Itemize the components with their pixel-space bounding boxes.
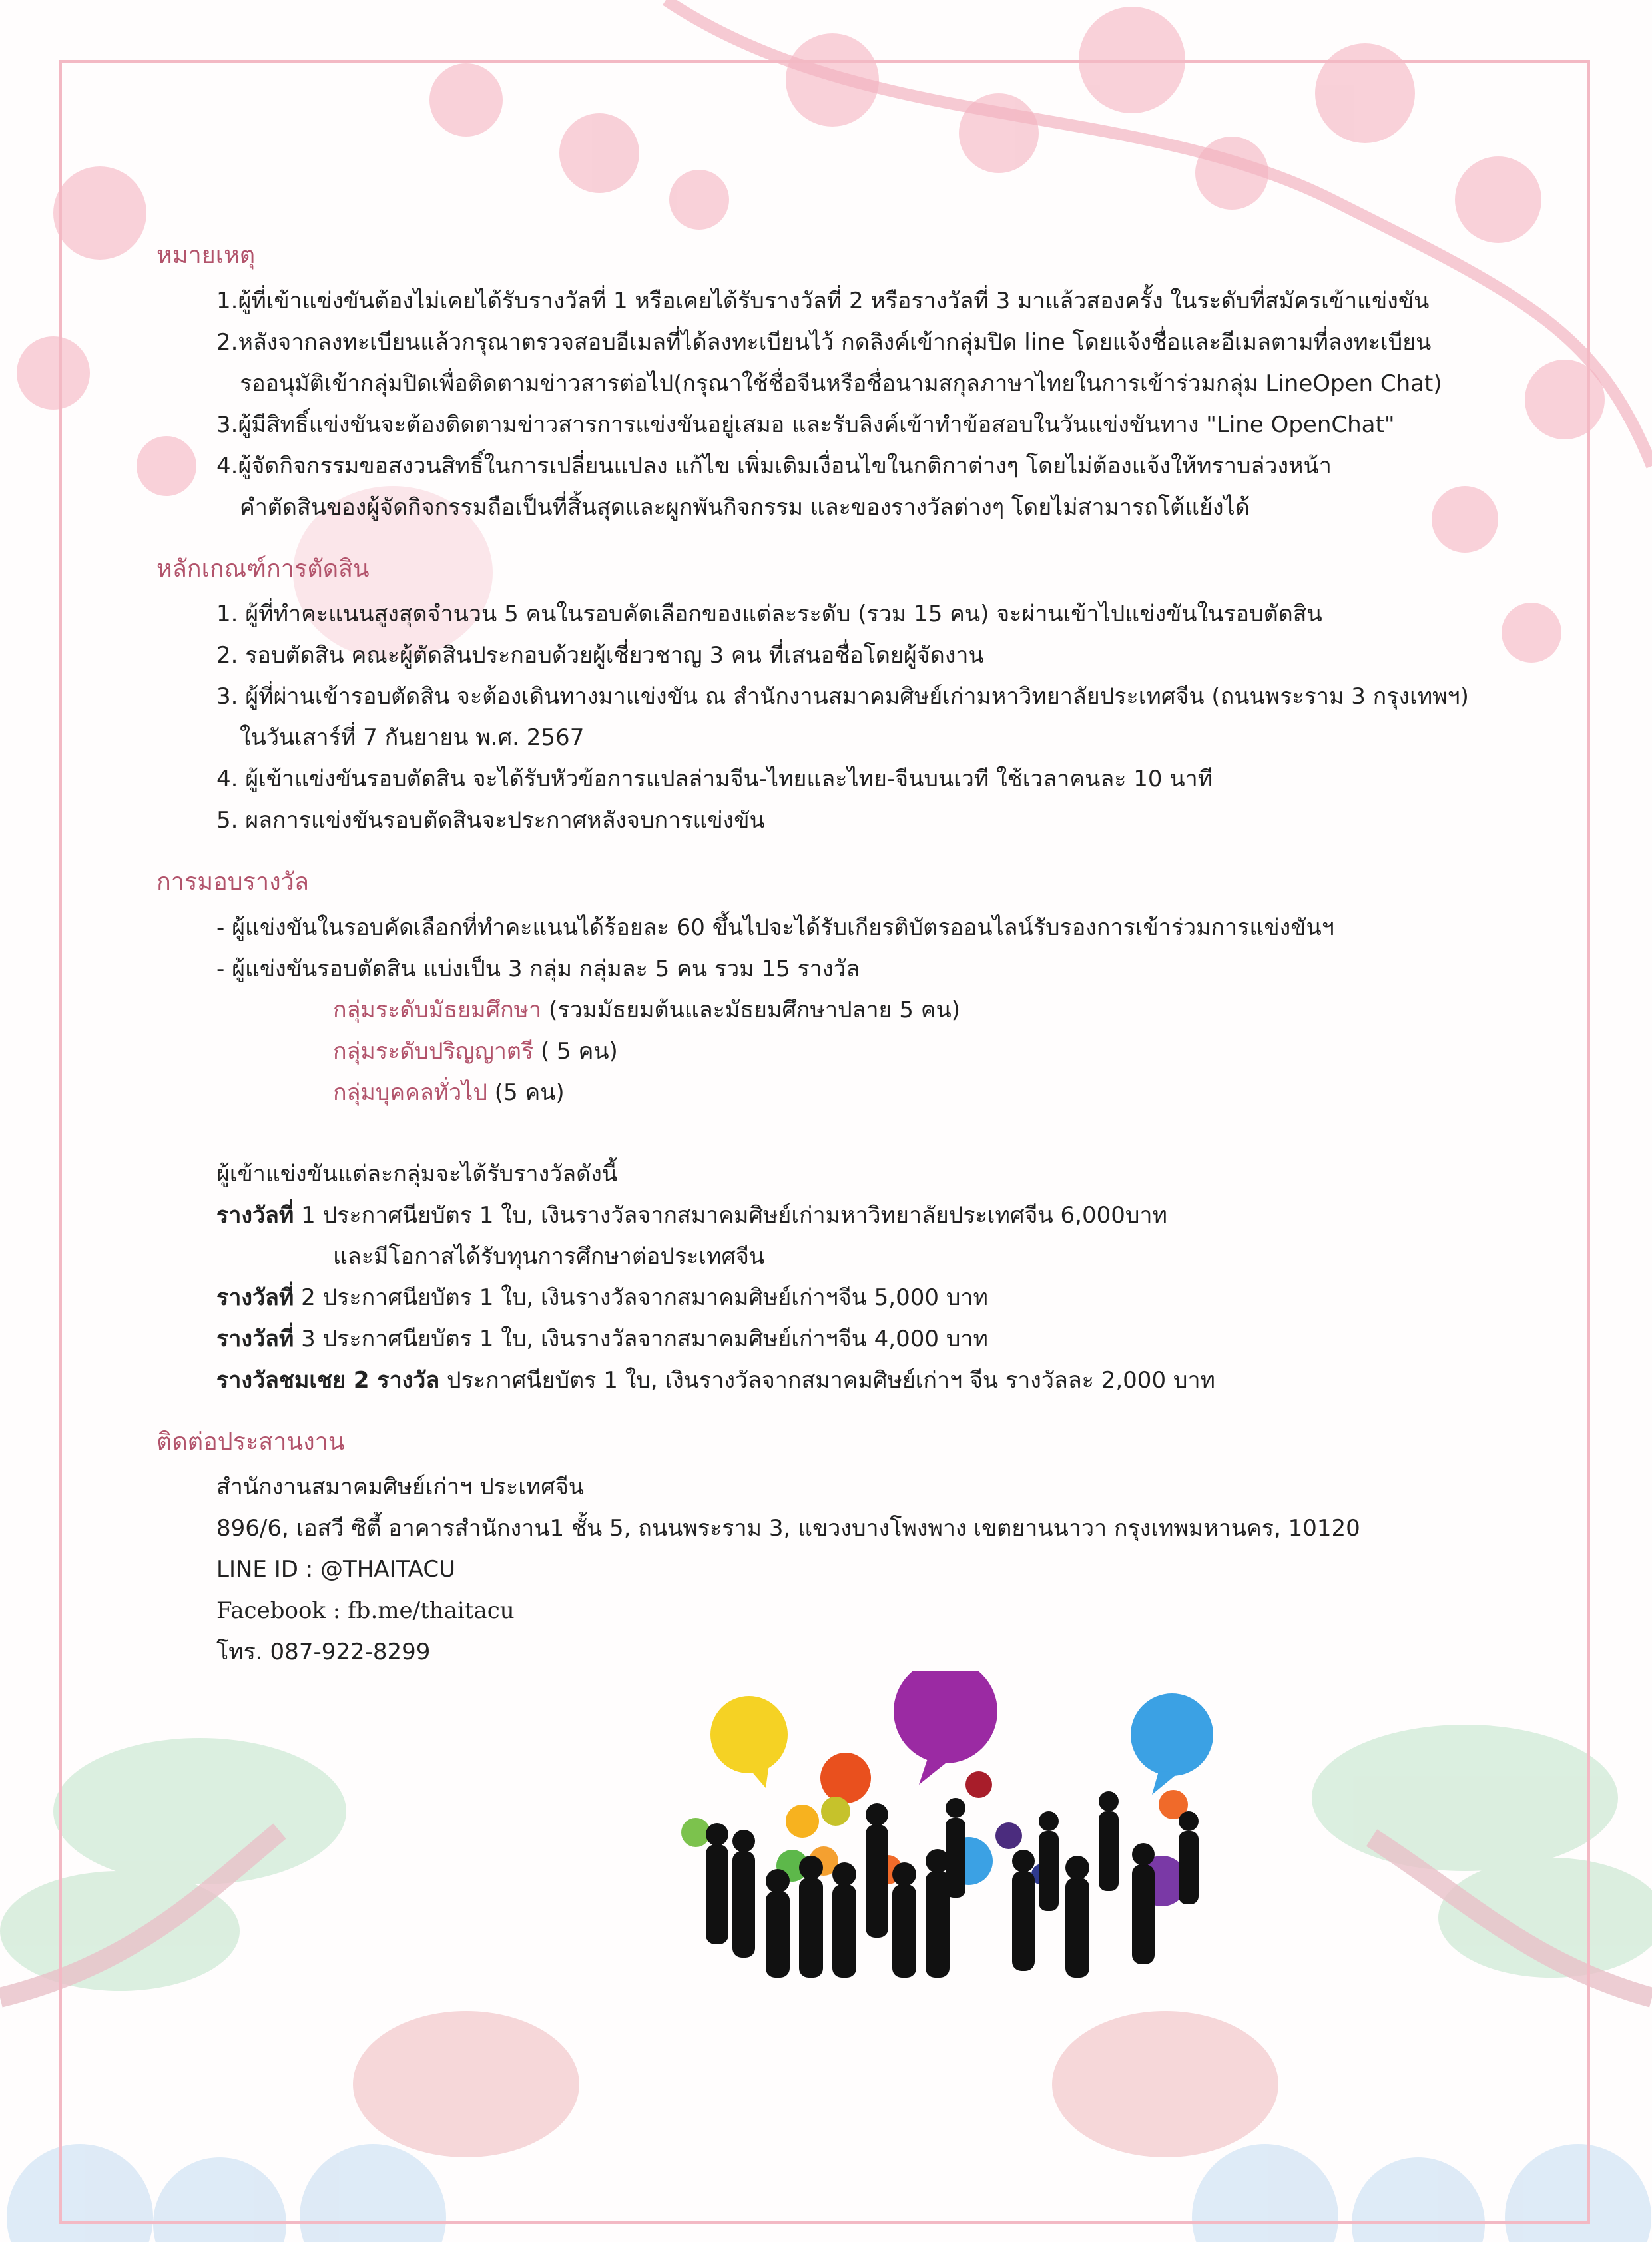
notes-item-2: 2.หลังจากลงทะเบียนแล้วกรุณาตรวจสอบอีเมลที่ได้ลงทะเบียนไว้ กดลิงค์เข้ากลุ่มปิด line โดยแจ้งชื่อและอีเมลตามที่ลงทะเบียน: [216, 328, 1432, 356]
prize-honorable-text: ประกาศนียบัตร 1 ใบ, เงินรางวัลจากสมาคมศิษย์เก่าฯ จีน รางวัลละ 2,000 บาท: [439, 1366, 1215, 1394]
award-group-2-name: กลุ่มระดับปริญญาตรี: [333, 1037, 534, 1065]
document-content: [156, 240, 1575, 1673]
prize-1: [156, 1195, 1575, 1236]
criteria-heading: หลักเกณฑ์การตัดสิน: [156, 555, 370, 583]
prize-2-label: รางวัลที่: [216, 1284, 294, 1311]
prize-1-text: 1 ประกาศนียบัตร 1 ใบ, เงินรางวัลจากสมาคมศิษย์เก่ามหาวิทยาลัยประเทศจีน 6,000บาท: [294, 1201, 1167, 1229]
notes-item-1: 1.ผู้ที่เข้าแข่งขันต้องไม่เคยได้รับรางวัลที่ 1 หรือเคยได้รับรางวัลที่ 2 หรือรางวัลที่ 3 มาแล้วสองครั้ง ในระดับที่สมัครเข้าแข่งขัน: [216, 287, 1430, 314]
award-group-3-name: กลุ่มบุคคลทั่วไป: [333, 1079, 487, 1106]
prize-honorable: [156, 1360, 1575, 1401]
prize-2: [156, 1277, 1575, 1318]
award-group-1: [156, 989, 1575, 1031]
award-group-1-name: กลุ่มระดับมัธยมศึกษา: [333, 996, 542, 1023]
contact-heading: ติดต่อประสานงาน: [156, 1428, 345, 1456]
contact-address: 896/6, เอสวี ซิตี้ อาคารสำนักงาน1 ชั้น 5, ถนนพระราม 3, แขวงบางโพงพาง เขตยานนาวา กรุงเทพมหานคร, 10120: [216, 1515, 1360, 1542]
awards-item-1: - ผู้แข่งขันในรอบคัดเลือกที่ทำคะแนนได้ร้อยละ 60 ขึ้นไปจะได้รับเกียรติบัตรออนไลน์รับรองการเข้าร่วมการแข่งขันฯ: [216, 914, 1334, 941]
prize-3-text: 3 ประกาศนียบัตร 1 ใบ, เงินรางวัลจากสมาคมศิษย์เก่าฯจีน 4,000 บาท: [294, 1325, 988, 1352]
prize-honorable-label: รางวัลชมเชย 2 รางวัล: [216, 1366, 440, 1394]
award-group-3: [156, 1072, 1575, 1113]
criteria-item-3: 3. ผู้ที่ผ่านเข้ารอบตัดสิน จะต้องเดินทางมาแข่งขัน ณ สำนักงานสมาคมศิษย์เก่ามหาวิทยาลัยประเทศจีน (ถนนพระราม 3 กรุงเทพฯ): [216, 683, 1469, 710]
contact-phone: โทร. 087-922-8299: [216, 1639, 431, 1666]
criteria-item-5: 5. ผลการแข่งขันรอบตัดสินจะประกาศหลังจบการแข่งขัน: [216, 807, 765, 834]
contact-facebook: Facebook : fb.me/thaitacu: [216, 1597, 515, 1625]
notes-heading: หมายเหตุ: [156, 242, 256, 269]
award-group-2-detail: ( 5 คน): [533, 1037, 618, 1065]
awards-heading: การมอบรางวัล: [156, 868, 309, 896]
criteria-item-2: 2. รอบตัดสิน คณะผู้ตัดสินประกอบด้วยผู้เชี่ยวชาญ 3 คน ที่เสนอชื่อโดยผู้จัดงาน: [216, 642, 984, 669]
prize-1-label: รางวัลที่: [216, 1201, 294, 1229]
prize-2-text: 2 ประกาศนียบัตร 1 ใบ, เงินรางวัลจากสมาคมศิษย์เก่าฯจีน 5,000 บาท: [294, 1284, 988, 1311]
awards-item-2: - ผู้แข่งขันรอบตัดสิน แบ่งเป็น 3 กลุ่ม กลุ่มละ 5 คน รวม 15 รางวัล: [216, 955, 860, 982]
notes-item-4: 4.ผู้จัดกิจกรรมขอสงวนสิทธิ์ในการเปลี่ยนแปลง แก้ไข เพิ่มเติมเงื่อนไขในกติกาต่างๆ โดยไม่ต้องแจ้งให้ทราบล่วงหน้า: [216, 452, 1332, 479]
contact-office: สำนักงานสมาคมศิษย์เก่าฯ ประเทศจีน: [216, 1474, 585, 1501]
criteria-item-1: 1. ผู้ที่ทำคะแนนสูงสุดจำนวน 5 คนในรอบคัดเลือกของแต่ละระดับ (รวม 15 คน) จะผ่านเข้าไปแข่งขันในรอบตัดสิน: [216, 601, 1322, 628]
award-group-1-detail: (รวมมัธยมต้นและมัธยมศึกษาปลาย 5 คน): [541, 996, 960, 1023]
prizes-intro: ผู้เข้าแข่งขันแต่ละกลุ่มจะได้รับรางวัลดังนี้: [216, 1160, 618, 1187]
criteria-item-3-cont: ในวันเสาร์ที่ 7 กันยายน พ.ศ. 2567: [240, 724, 585, 752]
award-group-2: [156, 1031, 1575, 1072]
prize-3-label: รางวัลที่: [216, 1325, 294, 1352]
notes-item-2-cont: รออนุมัติเข้ากลุ่มปิดเพื่อติดตามข่าวสารต่อไป(กรุณาใช้ชื่อจีนหรือชื่อนามสกุลภาษาไทยในการเข้าร่วมกลุ่ม LineOpen Chat): [240, 370, 1442, 397]
notes-item-3: 3.ผู้มีสิทธิ์แข่งขันจะต้องติดตามข่าวสารการแข่งขันอยู่เสมอ และรับลิงค์เข้าทำข้อสอบในวันแข่งขันทาง "Line OpenChat": [216, 411, 1395, 438]
award-group-3-detail: (5 คน): [487, 1079, 565, 1106]
criteria-item-4: 4. ผู้เข้าแข่งขันรอบตัดสิน จะได้รับหัวข้อการแปลล่ามจีน-ไทยและไทย-จีนบนเวที ใช้เวลาคนละ 10 นาที: [216, 766, 1213, 793]
people-speech-bubbles-icon: [666, 1671, 1239, 1984]
notes-item-4-cont: คำตัดสินของผู้จัดกิจกรรมถือเป็นที่สิ้นสุดและผูกพันกิจกรรม และของรางวัลต่างๆ โดยไม่สามารถโต้แย้งได้: [240, 493, 1250, 521]
prize-3: [156, 1318, 1575, 1360]
prize-1-cont: และมีโอกาสได้รับทุนการศึกษาต่อประเทศจีน: [333, 1243, 765, 1270]
contact-line-id: LINE ID : @THAITACU: [216, 1556, 456, 1583]
